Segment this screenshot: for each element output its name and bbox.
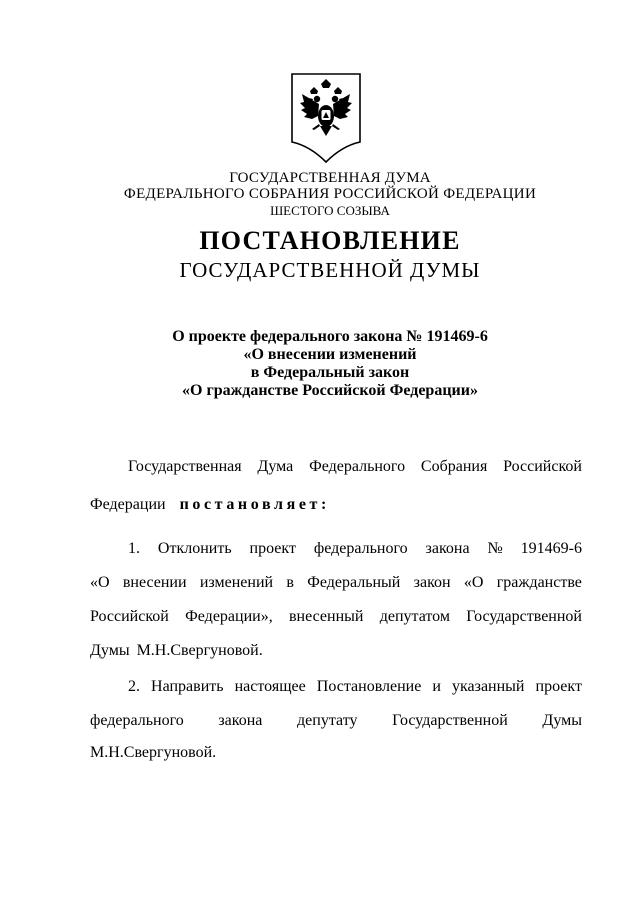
subject-line: «О внесении изменений [243, 346, 417, 363]
document-subtitle: ГОСУДАРСТВЕННОЙ ДУМЫ [179, 258, 481, 282]
header-convocation: ШЕСТОГО СОЗЫВА [270, 203, 390, 218]
document-subject [0, 328, 640, 400]
coat-of-arms-emblem-icon [290, 72, 362, 164]
header-duma: ГОСУДАРСТВЕННАЯ ДУМА [229, 170, 431, 186]
paragraph-1-line: «О внесении изменений в Федеральный закон «О гражданстве [90, 574, 582, 591]
paragraph-1-line: Думы М.Н.Свергуновой. [90, 642, 263, 659]
paragraph-1-line: Российской Федерации», внесенный депутатом Государственной [90, 608, 582, 625]
paragraph-2-line: 2. Направить настоящее Постановление и указанный проект [128, 678, 582, 695]
subject-line: в Федеральный закон [250, 364, 410, 381]
paragraph-2-line: федерального закона депутату Государственной Думы [90, 712, 582, 729]
subject-line: О проекте федерального закона № 191469-6 [172, 328, 488, 345]
intro-line: Государственная Дума Федерального Собрания Российской [128, 458, 582, 475]
header-federal-assembly: ФЕДЕРАЛЬНОГО СОБРАНИЯ РОССИЙСКОЙ ФЕДЕРАЦИИ [123, 186, 537, 202]
paragraph-2-line: М.Н.Свергуновой. [90, 744, 217, 761]
paragraph-1-line: 1. Отклонить проект федерального закона № 191469-6 [128, 540, 582, 557]
subject-line: «О гражданстве Российской Федерации» [182, 382, 478, 399]
document-title: ПОСТАНОВЛЕНИЕ [199, 226, 461, 255]
resolves-word: постановляет: [179, 496, 330, 513]
intro-line: Федерации постановляет: [90, 496, 330, 513]
